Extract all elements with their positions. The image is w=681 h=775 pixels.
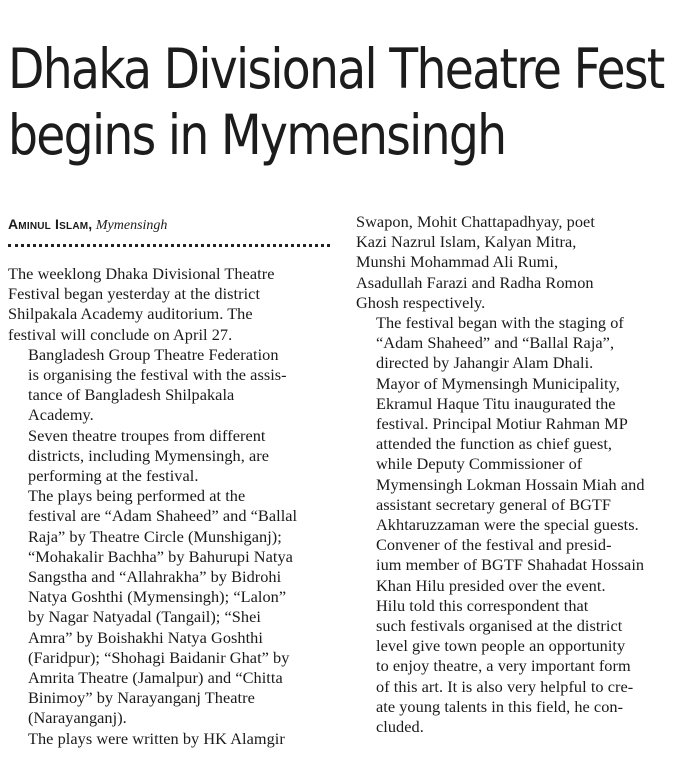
text-line: Bangladesh Group Theatre Federation [28, 344, 279, 364]
text-line: Binimoy” by Narayanganj Theatre [28, 688, 255, 708]
article-paragraph [8, 345, 336, 426]
text-line: Swapon, Mohit Chattapadhyay, poet [356, 212, 595, 231]
text-line: The weeklong Dhaka Divisional Theatre [8, 264, 275, 283]
text-line: districts, including Mymensingh, are [28, 445, 270, 465]
text-line: Raja” by Theatre Circle (Munshiganj); [28, 526, 282, 546]
text-line: festival are “Adam Shaheed” and “Ballal [28, 506, 298, 526]
text-line: level give town people an opportunity [376, 636, 626, 656]
text-line: “Adam Shaheed” and “Ballal Raja”, [376, 333, 615, 353]
text-line: “Mohakalir Bachha” by Bahurupi Natya [28, 546, 293, 566]
text-line: Munshi Mohammad Ali Rumi, [356, 252, 559, 272]
article-paragraph [356, 596, 680, 737]
text-line: The festival began with the staging of [376, 313, 624, 333]
article-paragraph [8, 486, 336, 728]
text-line: Amra” by Boishakhi Natya Goshthi [28, 627, 263, 647]
text-line: is organising the festival with the assis- [28, 365, 287, 385]
text-line: cluded. [376, 717, 424, 737]
text-line: Academy. [28, 405, 94, 425]
article-paragraph [356, 535, 680, 596]
text-line: such festivals organised at the district [376, 616, 623, 636]
text-line: while Deputy Commissioner of [376, 454, 583, 474]
text-line: Shilpakala Academy auditorium. The [8, 304, 253, 324]
article-paragraph [356, 313, 680, 374]
text-line: ate young talents in this field, he con- [376, 696, 624, 716]
text-line: Festival began yesterday at the district [8, 284, 261, 304]
text-line: (Faridpur); “Shohagi Baidanir Ghat” by [28, 647, 290, 667]
text-line: assistant secretary general of BGTF [376, 494, 612, 514]
text-line: ium member of BGTF Shahadat Hossain [376, 555, 645, 575]
text-line: Kazi Nazrul Islam, Kalyan Mitra, [356, 232, 577, 252]
article-paragraph [8, 426, 336, 487]
text-line: Hilu told this correspondent that [376, 595, 589, 615]
byline-author: Aminul Islam, [8, 216, 93, 232]
article-column-left [8, 264, 336, 749]
text-line: Convener of the festival and presid- [376, 535, 612, 555]
headline [8, 36, 664, 168]
text-line: (Narayanganj). [28, 708, 127, 728]
text-line: Sangstha and “Allahrakha” by Bidrohi [28, 567, 282, 587]
text-line: by Nagar Natyadal (Tangail); “Shei [28, 607, 261, 627]
article-column-right [356, 212, 680, 737]
text-line: Mayor of Mymensingh Municipality, [376, 373, 620, 393]
text-line: performing at the festival. [28, 466, 199, 486]
text-line: tance of Bangladesh Shilpakala [28, 385, 235, 405]
article-paragraph [8, 729, 336, 749]
article-paragraph [356, 212, 680, 313]
text-line: festival will conclude on April 27. [8, 324, 233, 344]
text-line: Ekramul Haque Titu inaugurated the [376, 393, 616, 413]
text-line: Ghosh respectively. [356, 292, 486, 312]
headline-line-1: Dhaka Divisional Theatre Fest [8, 37, 664, 101]
dotted-divider [8, 244, 330, 247]
byline [8, 215, 167, 235]
article-paragraph [8, 264, 336, 345]
text-line: Amrita Theatre (Jamalpur) and “Chitta [28, 668, 283, 688]
text-line: to enjoy theatre, a very important form [376, 656, 631, 676]
text-line: festival. Principal Motiur Rahman MP [376, 414, 628, 434]
text-line: The plays being performed at the [28, 486, 246, 506]
text-line: Khan Hilu presided over the event. [376, 575, 606, 595]
byline-location: Mymensingh [95, 218, 168, 233]
text-line: The plays were written by HK Alamgir [28, 728, 285, 748]
text-line: directed by Jahangir Alam Dhali. [376, 353, 594, 373]
text-line: of this art. It is also very helpful to cre- [376, 676, 634, 696]
text-line: Asadullah Farazi and Radha Romon [356, 272, 594, 292]
text-line: attended the function as chief guest, [376, 434, 613, 454]
text-line: Akhtaruzzaman were the special guests. [376, 515, 639, 535]
text-line: Mymensingh Lokman Hossain Miah and [376, 474, 645, 494]
text-line: Natya Goshthi (Mymensingh); “Lalon” [28, 587, 287, 607]
text-line: Seven theatre troupes from different [28, 425, 266, 445]
headline-line-2: begins in Mymensingh [8, 103, 506, 167]
article-paragraph [356, 374, 680, 536]
